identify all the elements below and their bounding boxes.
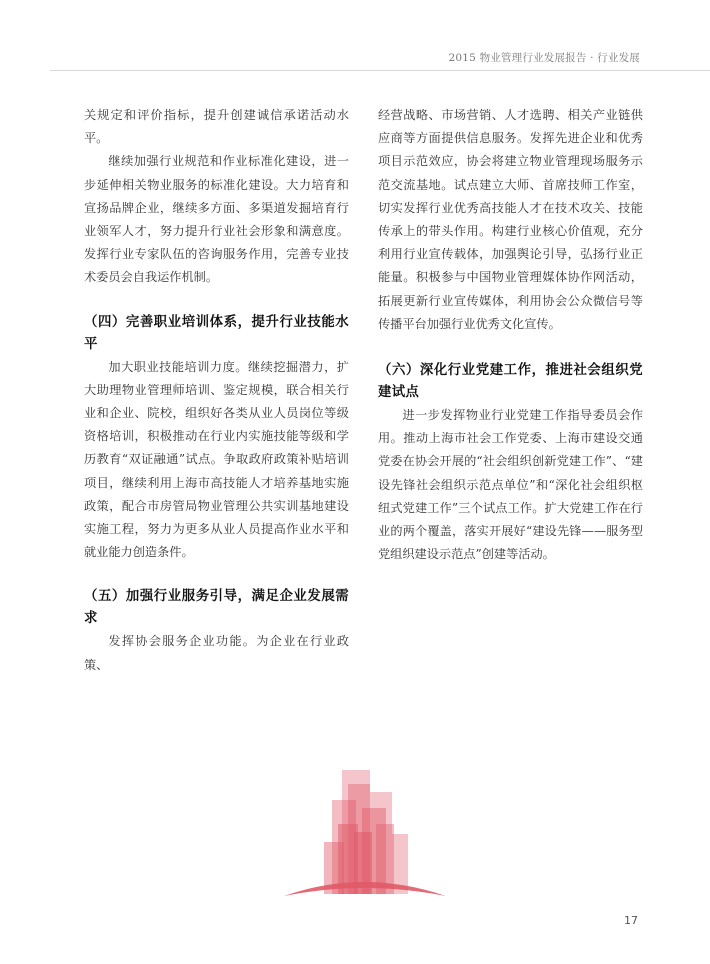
- left-column: [84, 104, 349, 677]
- section-5-body: 发挥协会服务企业功能。为企业在行业政策、: [84, 634, 349, 672]
- buildings-arc-logo-icon: [276, 762, 452, 900]
- section-4-body: 加大职业技能培训力度。继续挖掘潜力，扩大助理物业管理师培训、鉴定规模，联合相关行业和企业、院校，组织好各类从业人员岗位等级资格培训，积极推动在行业内实施技能等级和学历教育“双证融通”试点。争取政府政策补贴培训项目，继续利用上海市高技能人才培养基地实施政策，配合市房管局物业管理公共实训基地建设实施工程，努力为更多从业人员提高作业水平和就业能力创造条件。: [84, 359, 349, 560]
- section-4-title: （四）完善职业培训体系，提升行业技能水平: [84, 314, 349, 352]
- right-paragraph-1: 经营战略、市场营销、人才选聘、相关产业链供应商等方面提供信息服务。发挥先进企业和优秀项目示范效应，协会将建立物业管理现场服务示范交流基地。试点建立大师、首席技师工作室，切实发挥行业优秀高技能人才在技术攻关、技能传承上的带头作用。构建行业核心价值观，充分利用行业宣传载体，加强舆论引导，弘扬行业正能量。积极参与中国物业管理媒体协作网活动，拓展更新行业宣传媒体，利用协会公众微信号等传播平台加强行业优秀文化宣传。: [378, 108, 643, 331]
- section-6-body: 进一步发挥物业行业党建工作指导委员会作用。推动上海市社会工作党委、上海市建设交通党委在协会开展的“社会组织创新党建工作”、“建设先锋社会组织示范点单位”和“深化社会组织枢纽式党建工作”三个试点工作。扩大党建工作在行业的两个覆盖，落实开展好“建设先锋——服务型党组织建设示范点”创建等活动。: [378, 408, 643, 562]
- running-title: 2015 物业管理行业发展报告 · 行业发展: [448, 52, 640, 64]
- left-paragraph-2: 继续加强行业规范和作业标准化建设，进一步延伸相关物业服务的标准化建设。大力培育和宣扬品牌企业，继续多方面、多渠道发掘培育行业领军人才，努力提升行业社会形象和满意度。发挥行业专家队伍的咨询服务作用，完善专业技术委员会自我运作机制。: [84, 154, 349, 285]
- right-column: [378, 104, 643, 566]
- logo-buildings: [324, 770, 408, 894]
- left-paragraph-1: 关规定和评价指标，提升创建诚信承诺活动水平。: [84, 108, 349, 146]
- section-5-title: （五）加强行业服务引导，满足企业发展需求: [84, 589, 349, 627]
- running-header: [70, 50, 640, 65]
- section-6-title: （六）深化行业党建工作，推进社会组织党建试点: [378, 363, 643, 401]
- page-number: 17: [624, 914, 638, 927]
- header-rule: [50, 70, 710, 71]
